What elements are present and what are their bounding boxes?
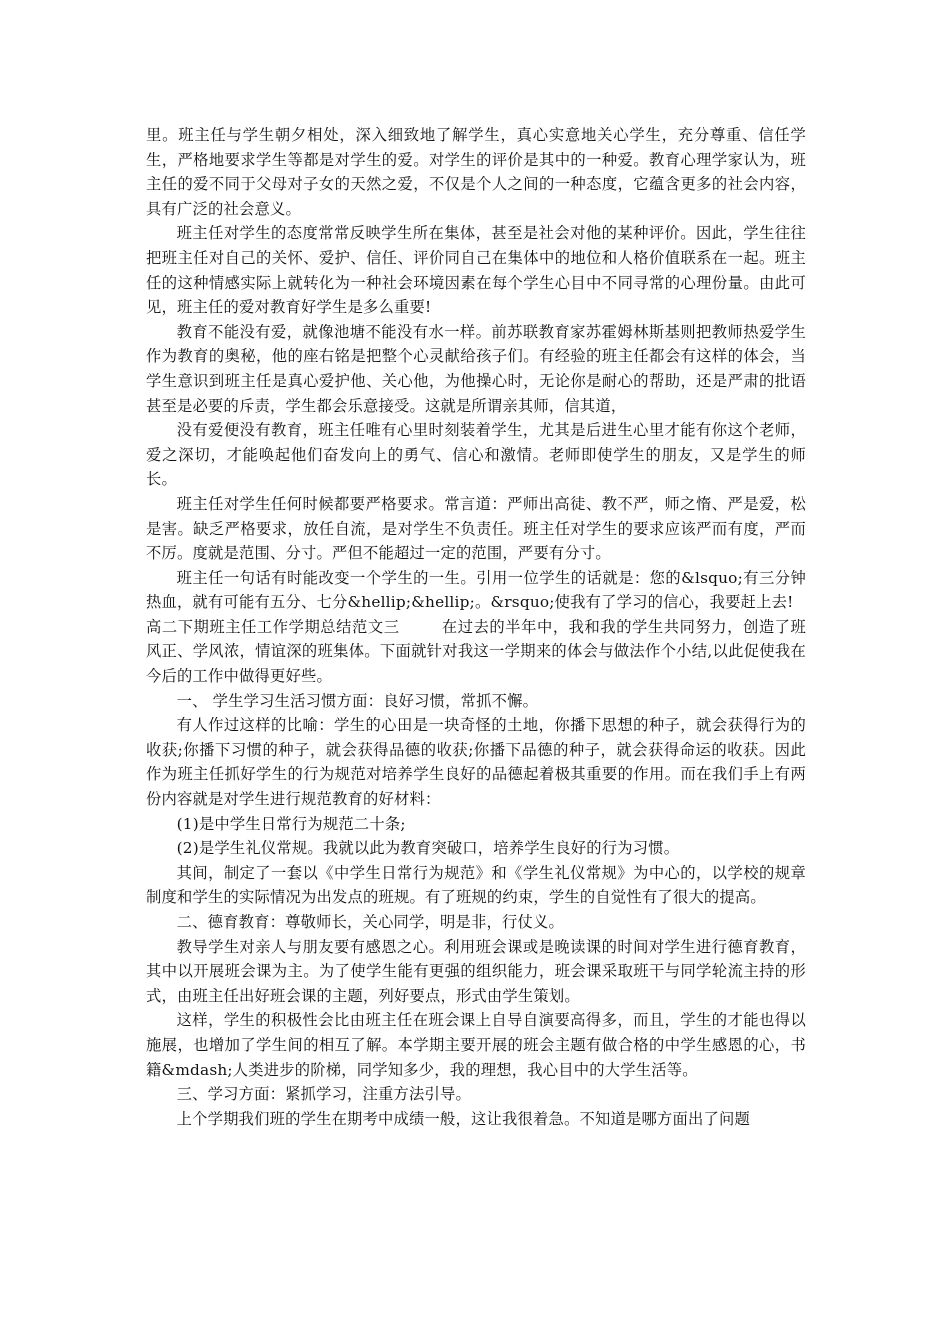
paragraph: 三、学习方面：紧抓学习，注重方法引导。	[176, 1085, 472, 1104]
paragraph: 没有爱便没有教育，班主任唯有心里时刻装着学生，尤其是后进生心里才能有你这个老师，爱之深切，才能唤起他们奋发向上的勇气、信心和激情。老师即使学生的朋友，又是学生的师长。	[146, 421, 806, 489]
paragraph: (1)是中学生日常行为规范二十条;	[176, 814, 406, 833]
paragraph: 里。班主任与学生朝夕相处，深入细致地了解学生，真心实意地关心学生，充分尊重、信任学生，严格地要求学生等都是对学生的爱。对学生的评价是其中的一种爱。教育心理学家认为，班主任的爱不同于父母对子女的天然之爱，不仅是个人之间的一种态度，它蕴含更多的社会内容，具有广泛的社会意义。	[146, 126, 806, 218]
paragraph: 教育不能没有爱，就像池塘不能没有水一样。前苏联教育家苏霍姆林斯基则把教师热爱学生作为教育的奥秘，他的座右铭是把整个心灵献给孩子们。有经验的班主任都会有这样的体会，当学生意识到班主任是真心爱护他、关心他，为他操心时，无论你是耐心的帮助，还是严肃的批语甚至是必要的斥责，学生都会乐意接受。这就是所谓亲其师，信其道，	[146, 322, 806, 415]
paragraph: 二、德育教育：尊敬师长，关心同学，明是非，行仗义。	[176, 913, 565, 931]
section-heading: 高二下期班主任工作学期总结范文三	[146, 617, 400, 636]
paragraph: 班主任一句话有时能改变一个学生的一生。引用一位学生的话就是：您的&lsquo;有三分钟热血，就有可能有五分、七分&hellip;&hellip;。&rsquo;使我有了学习的信心，我要赶上去!	[146, 568, 806, 612]
section-heading-paragraph	[146, 615, 806, 689]
paragraph: 这样，学生的积极性会比由班主任在班会课上自导自演要高得多，而且，学生的才能也得以施展，也增加了学生间的相互了解。本学期主要开展的班会主题有做合格的中学生感恩的心，书籍&mdash;人类进步的阶梯，同学知多少，我的理想，我心目中的大学生活等。	[146, 1011, 806, 1079]
document-body	[146, 123, 806, 1131]
paragraph: 其间，制定了一套以《中学生日常行为规范》和《学生礼仪常规》为中心的，以学校的规章制度和学生的实际情况为出发点的班规。有了班规的约束，学生的自觉性有了很大的提高。	[146, 863, 806, 907]
paragraph-text: 在过去的半年中，我和我的学生共同努力，创造了班风正、学风浓，情谊深的班集体。下面就针对我这一学期来的体会与做法作个小结,以此促使我在今后的工作中做得更好些。	[146, 617, 807, 686]
paragraph: 班主任对学生任何时候都要严格要求。常言道：严师出高徒、教不严，师之惰、严是爱，松是害。缺乏严格要求，放任自流，是对学生不负责任。班主任对学生的要求应该严而有度，严而不厉。度就是范围、分寸。严但不能超过一定的范围，严要有分寸。	[146, 494, 806, 563]
paragraph: 班主任对学生的态度常常反映学生所在集体，甚至是社会对他的某种评价。因此，学生往往把班主任对自己的关怀、爱护、信任、评价同自己在集体中的地位和人格价值联系在一起。班主任的这种情感实际上就转化为一种社会环境因素在每个学生心目中不同寻常的心理份量。由此可见，班主任的爱对教育好学生是多么重要!	[146, 224, 806, 317]
paragraph: (2)是学生礼仪常规。我就以此为教育突破口，培养学生良好的行为习惯。	[176, 839, 680, 858]
paragraph: 有人作过这样的比喻：学生的心田是一块奇怪的土地，你播下思想的种子，就会获得行为的收获;你播下习惯的种子，就会获得品德的收获;你播下品德的种子，就会获得命运的收获。因此作为班主任抓好学生的行为规范对培养学生良好的品德起着极其重要的作用。而在我们手上有两份内容就是对学生进行规范教育的好材料：	[146, 716, 806, 809]
paragraph: 教导学生对亲人与朋友要有感恩之心。利用班会课或是晚读课的时间对学生进行德育教育，其中以开展班会课为主。为了使学生能有更强的组织能力，班会课采取班干与同学轮流主持的形式，由班主任出好班会课的主题，列好要点，形式由学生策划。	[146, 937, 806, 1005]
paragraph: 上个学期我们班的学生在期考中成绩一般，这让我很着急。不知道是哪方面出了问题	[176, 1109, 750, 1128]
paragraph: 一、 学生学习生活习惯方面：良好习惯，常抓不懈。	[176, 691, 539, 710]
